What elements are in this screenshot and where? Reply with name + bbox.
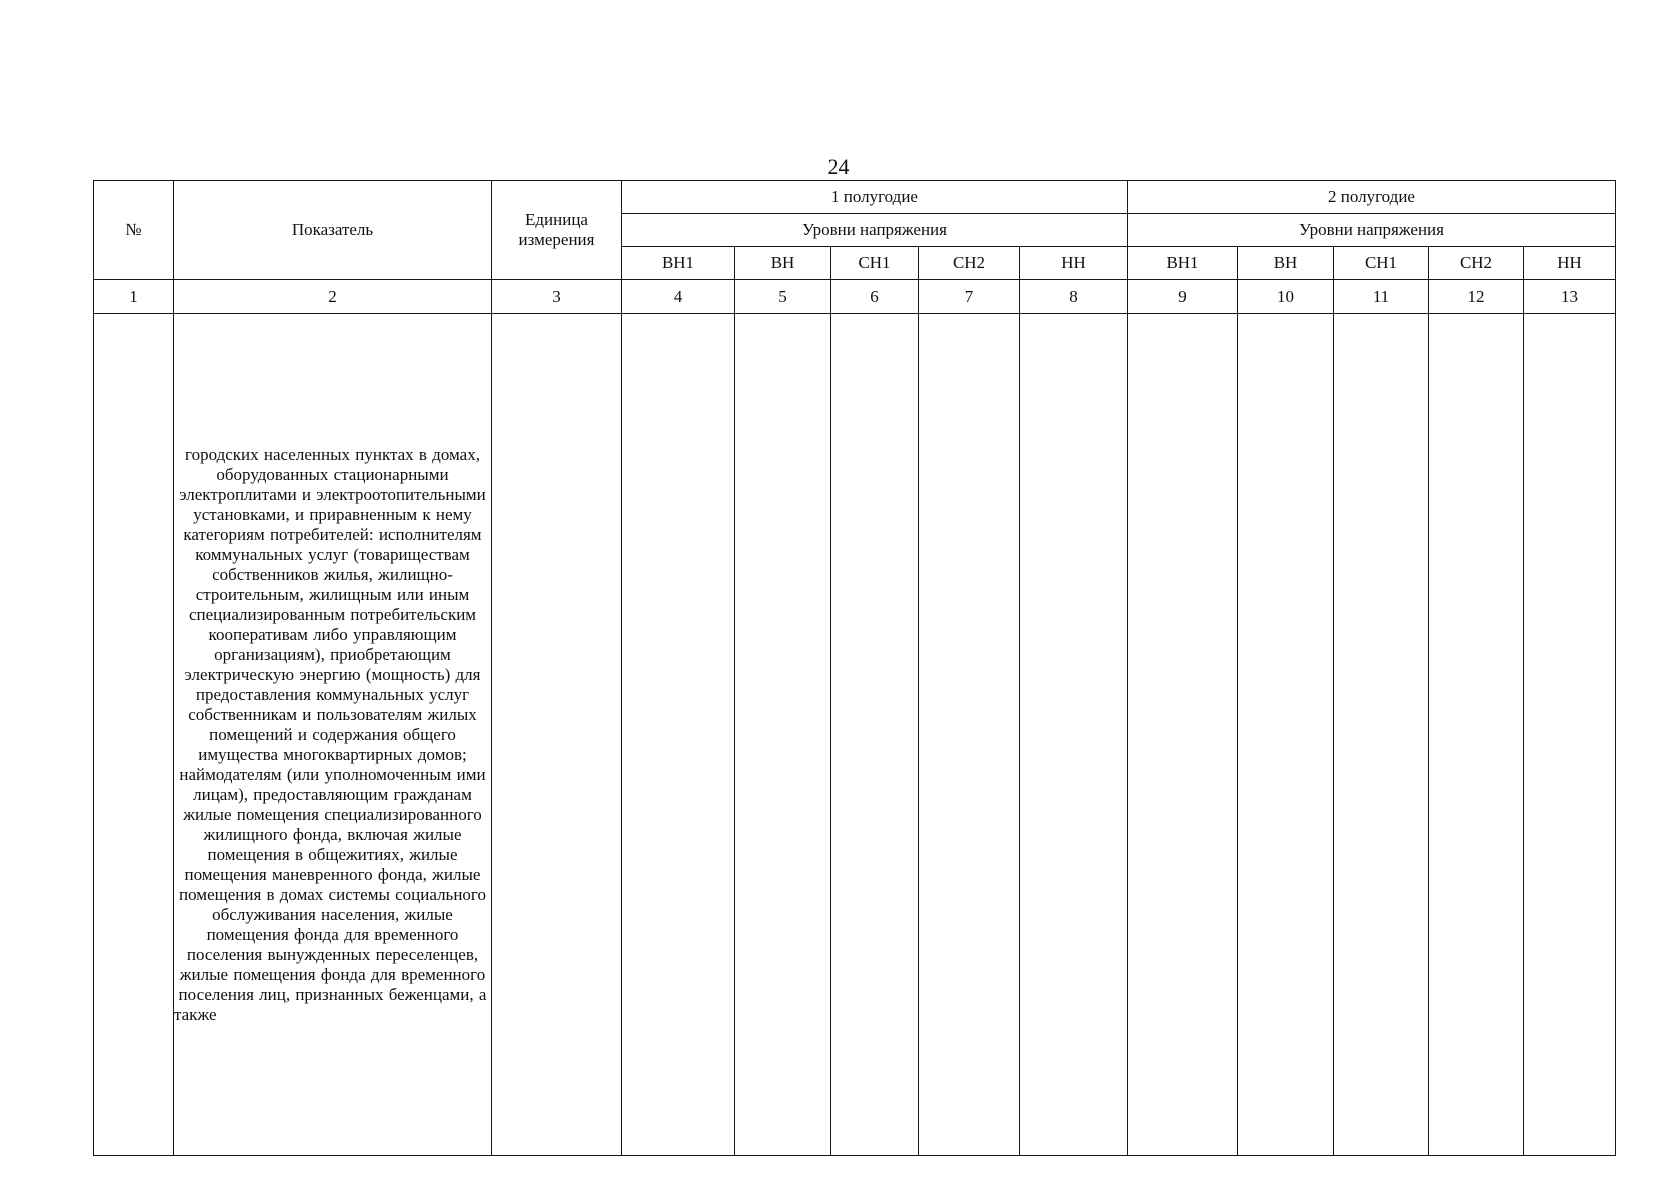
header-half-1: 1 полугодие — [622, 181, 1128, 214]
value-cell — [1429, 314, 1524, 1156]
value-cell — [919, 314, 1020, 1156]
header-voltage-levels-2: Уровни напряжения — [1128, 214, 1616, 247]
header-indicator: Показатель — [174, 181, 492, 280]
table-row — [94, 314, 1616, 1156]
column-number: 12 — [1429, 280, 1524, 314]
column-number: 4 — [622, 280, 735, 314]
column-number: 5 — [735, 280, 831, 314]
column-number: 13 — [1524, 280, 1616, 314]
column-number: 10 — [1238, 280, 1334, 314]
value-cell — [1128, 314, 1238, 1156]
level-header: ВН — [735, 247, 831, 280]
column-number: 1 — [94, 280, 174, 314]
level-header: СН2 — [1429, 247, 1524, 280]
level-header: ВН — [1238, 247, 1334, 280]
row-number-cell — [94, 314, 174, 1156]
header-no: № — [94, 181, 174, 280]
level-header: СН1 — [831, 247, 919, 280]
column-number: 9 — [1128, 280, 1238, 314]
level-header: НН — [1020, 247, 1128, 280]
value-cell — [831, 314, 919, 1156]
column-number: 3 — [492, 280, 622, 314]
column-number: 7 — [919, 280, 1020, 314]
value-cell — [1334, 314, 1429, 1156]
header-row-halves — [94, 181, 1616, 214]
level-header: СН1 — [1334, 247, 1429, 280]
column-number-row — [94, 280, 1616, 314]
column-number: 2 — [174, 280, 492, 314]
level-header: ВН1 — [622, 247, 735, 280]
header-voltage-levels-1: Уровни напряжения — [622, 214, 1128, 247]
tariff-table — [93, 180, 1616, 1156]
level-header: СН2 — [919, 247, 1020, 280]
header-half-2: 2 полугодие — [1128, 181, 1616, 214]
column-number: 8 — [1020, 280, 1128, 314]
column-number: 6 — [831, 280, 919, 314]
header-unit: Единица измерения — [492, 181, 622, 280]
unit-cell — [492, 314, 622, 1156]
value-cell — [1524, 314, 1616, 1156]
value-cell — [735, 314, 831, 1156]
level-header: ВН1 — [1128, 247, 1238, 280]
value-cell — [622, 314, 735, 1156]
value-cell — [1020, 314, 1128, 1156]
indicator-description: городских населенных пунктах в домах, оборудованных стационарными электроплитами и электроотопительными установками, и приравненным к нему категориям потребителей: исполнителям коммунальных услуг (товариществам собственников жилья, жилищно-строительным, жилищным или иным специализированным потребительским кооперативам либо управляющим организациям), приобретающим электрическую энергию (мощность) для предоставления коммунальных услуг собственникам и пользователям жилых помещений и содержания общего имущества многоквартирных домов; наймодателям (или уполномоченным ими лицам), предоставляющим гражданам жилые помещения специализированного жилищного фонда, включая жилые помещения в общежитиях, жилые помещения маневренного фонда, жилые помещения в домах системы социального обслуживания населения, жилые помещения фонда для временного поселения вынужденных переселенцев, жилые помещения фонда для временного поселения лиц, признанных беженцами, а также — [174, 314, 492, 1156]
level-header: НН — [1524, 247, 1616, 280]
column-number: 11 — [1334, 280, 1429, 314]
page-number: 24 — [827, 154, 850, 179]
value-cell — [1238, 314, 1334, 1156]
